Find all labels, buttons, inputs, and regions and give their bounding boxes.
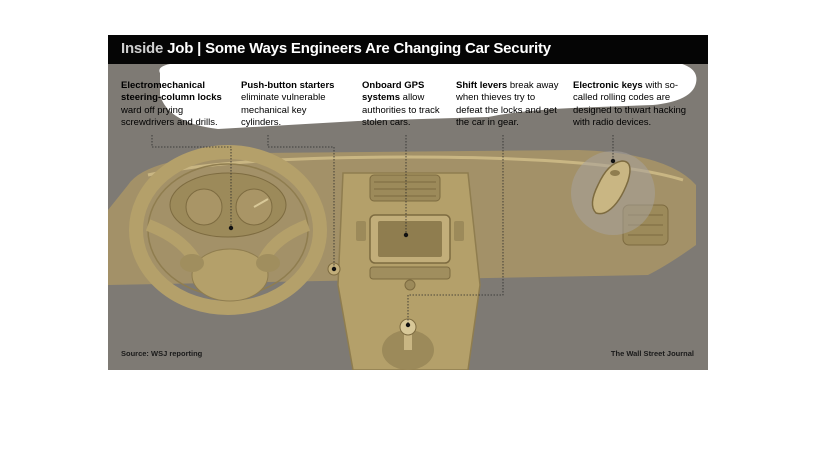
credit-note: The Wall Street Journal <box>610 349 694 358</box>
source-note: Source: WSJ reporting <box>121 349 203 358</box>
infographic <box>108 35 708 370</box>
callout-steering-lock <box>121 80 229 129</box>
callout-gps-heading: Onboard GPS systems <box>362 80 425 104</box>
title-part-1: Inside <box>121 40 164 57</box>
steering-hub <box>192 249 268 301</box>
top-vent <box>370 175 440 201</box>
title <box>121 40 551 57</box>
callout-push-button <box>241 80 345 129</box>
callout-electronic-key-heading: Electronic keys <box>573 80 643 91</box>
callout-steering-lock-text: ward off prying screwdrivers and drills. <box>121 104 218 128</box>
callout-shift-lever <box>456 80 560 129</box>
callout-shift-lever-text: break away when thieves try to defeat the locks and get the car in gear. <box>456 80 559 128</box>
callout-electronic-key-text: with so-called rolling codes are designed to thwart hacking with radio devices. <box>573 80 687 128</box>
title-part-2: Job | Some Ways Engineers Are Changing Car Security <box>163 40 551 57</box>
callout-electronic-key <box>573 80 698 129</box>
callout-gps-text: allow authorities to track stolen cars. <box>362 92 440 128</box>
callout-gps <box>362 80 444 129</box>
callout-steering-lock-heading: Electromechanical steering-column locks <box>121 80 222 104</box>
callout-shift-lever-heading: Shift levers <box>456 80 508 91</box>
title-bar <box>108 35 708 64</box>
gps-screen <box>378 221 442 257</box>
callout-push-button-text: eliminate vulnerable mechanical key cylinders. <box>241 92 326 128</box>
callout-push-button-heading: Push-button starters <box>241 80 335 91</box>
